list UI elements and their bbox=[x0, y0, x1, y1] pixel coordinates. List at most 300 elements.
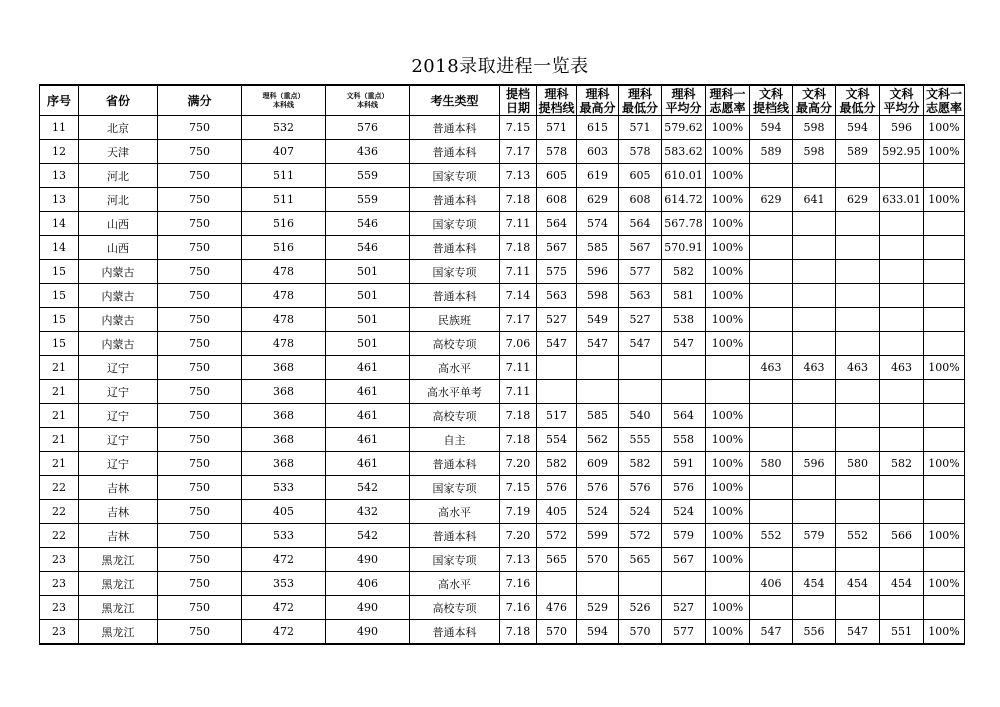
table-cell bbox=[924, 164, 965, 188]
table-cell bbox=[924, 380, 965, 404]
table-cell: 高水平单考 bbox=[410, 380, 500, 404]
table-cell: 黑龙江 bbox=[79, 620, 158, 645]
table-cell: 579.62 bbox=[662, 116, 706, 140]
table-cell bbox=[880, 476, 924, 500]
table-cell: 750 bbox=[158, 284, 242, 308]
header-arts-max bbox=[793, 85, 836, 116]
table-cell bbox=[793, 236, 836, 260]
table-cell: 463 bbox=[793, 356, 836, 380]
table-cell: 黑龙江 bbox=[79, 572, 158, 596]
table-cell: 15 bbox=[40, 308, 79, 332]
table-cell: 22 bbox=[40, 524, 79, 548]
header-science-avg bbox=[662, 85, 706, 116]
table-cell: 内蒙古 bbox=[79, 332, 158, 356]
table-cell: 609 bbox=[577, 452, 619, 476]
table-cell: 407 bbox=[242, 140, 326, 164]
table-cell bbox=[793, 428, 836, 452]
table-cell: 478 bbox=[242, 332, 326, 356]
table-cell: 571 bbox=[537, 116, 577, 140]
table-cell: 100% bbox=[924, 140, 965, 164]
table-cell: 501 bbox=[326, 260, 410, 284]
table-cell: 598 bbox=[793, 140, 836, 164]
table-cell bbox=[750, 308, 793, 332]
table-cell: 605 bbox=[619, 164, 662, 188]
table-cell: 589 bbox=[836, 140, 880, 164]
table-cell bbox=[619, 380, 662, 404]
table-cell: 559 bbox=[326, 188, 410, 212]
table-cell: 750 bbox=[158, 116, 242, 140]
table-cell: 黑龙江 bbox=[79, 548, 158, 572]
table-cell: 567 bbox=[537, 236, 577, 260]
header-science-filing-line-line1: 理科 bbox=[544, 86, 569, 101]
header-arts-first-choice-line2: 志愿率 bbox=[925, 100, 962, 115]
table-cell: 524 bbox=[619, 500, 662, 524]
table-cell: 750 bbox=[158, 596, 242, 620]
table-cell: 750 bbox=[158, 572, 242, 596]
table-cell bbox=[793, 260, 836, 284]
table-cell bbox=[793, 380, 836, 404]
table-cell bbox=[577, 356, 619, 380]
table-cell: 7.15 bbox=[500, 476, 537, 500]
table-cell bbox=[880, 260, 924, 284]
table-cell: 570 bbox=[619, 620, 662, 645]
table-cell: 河北 bbox=[79, 164, 158, 188]
table-row bbox=[40, 380, 965, 404]
table-cell: 国家专项 bbox=[410, 164, 500, 188]
table-cell: 内蒙古 bbox=[79, 284, 158, 308]
table-cell: 529 bbox=[577, 596, 619, 620]
table-cell: 普通本科 bbox=[410, 236, 500, 260]
header-arts-first-choice-line1: 文科一 bbox=[925, 86, 962, 101]
table-cell: 405 bbox=[242, 500, 326, 524]
table-cell bbox=[750, 596, 793, 620]
header-science-line-line2: 本科线 bbox=[273, 100, 294, 109]
table-row bbox=[40, 548, 965, 572]
table-cell: 592.95 bbox=[880, 140, 924, 164]
table-cell: 高水平 bbox=[410, 356, 500, 380]
header-science-max-line1: 理科 bbox=[585, 86, 610, 101]
table-cell: 574 bbox=[577, 212, 619, 236]
table-cell: 368 bbox=[242, 380, 326, 404]
table-cell: 14 bbox=[40, 236, 79, 260]
table-cell: 577 bbox=[619, 260, 662, 284]
header-science-avg-line1: 理科 bbox=[671, 86, 696, 101]
table-cell bbox=[836, 428, 880, 452]
header-arts-avg bbox=[880, 85, 924, 116]
table-cell: 476 bbox=[537, 596, 577, 620]
table-row bbox=[40, 596, 965, 620]
table-row bbox=[40, 188, 965, 212]
table-cell: 100% bbox=[924, 188, 965, 212]
table-cell: 570 bbox=[537, 620, 577, 645]
table-row bbox=[40, 284, 965, 308]
table-cell: 黑龙江 bbox=[79, 596, 158, 620]
table-cell: 619 bbox=[577, 164, 619, 188]
table-cell bbox=[924, 260, 965, 284]
table-cell: 570 bbox=[577, 548, 619, 572]
table-cell: 高校专项 bbox=[410, 404, 500, 428]
table-cell bbox=[750, 236, 793, 260]
table-cell: 北京 bbox=[79, 116, 158, 140]
table-cell: 7.11 bbox=[500, 212, 537, 236]
table-cell: 国家专项 bbox=[410, 476, 500, 500]
table-cell: 750 bbox=[158, 188, 242, 212]
table-cell: 552 bbox=[750, 524, 793, 548]
table-cell: 100% bbox=[924, 452, 965, 476]
header-science-line bbox=[242, 85, 326, 116]
table-cell: 582 bbox=[880, 452, 924, 476]
table-cell: 100% bbox=[924, 524, 965, 548]
table-cell: 普通本科 bbox=[410, 452, 500, 476]
table-cell: 100% bbox=[924, 116, 965, 140]
table-cell: 辽宁 bbox=[79, 428, 158, 452]
table-cell: 山西 bbox=[79, 236, 158, 260]
table-cell bbox=[880, 164, 924, 188]
table-cell bbox=[706, 572, 750, 596]
table-cell: 高水平 bbox=[410, 572, 500, 596]
table-cell: 7.17 bbox=[500, 308, 537, 332]
table-cell: 100% bbox=[706, 476, 750, 500]
table-cell bbox=[924, 308, 965, 332]
table-cell: 100% bbox=[706, 452, 750, 476]
table-cell bbox=[662, 572, 706, 596]
header-science-filing-line-line2: 提档线 bbox=[538, 100, 575, 115]
table-cell bbox=[880, 404, 924, 428]
table-cell: 596 bbox=[880, 116, 924, 140]
table-cell: 524 bbox=[662, 500, 706, 524]
table-cell: 353 bbox=[242, 572, 326, 596]
table-cell: 501 bbox=[326, 284, 410, 308]
table-cell: 578 bbox=[537, 140, 577, 164]
header-science-first-choice-line1: 理科一 bbox=[709, 86, 746, 101]
table-cell: 629 bbox=[577, 188, 619, 212]
table-cell: 547 bbox=[750, 620, 793, 645]
table-cell: 民族班 bbox=[410, 308, 500, 332]
table-cell: 100% bbox=[706, 548, 750, 572]
table-cell: 546 bbox=[326, 212, 410, 236]
table-cell: 国家专项 bbox=[410, 212, 500, 236]
table-row bbox=[40, 212, 965, 236]
table-cell: 普通本科 bbox=[410, 140, 500, 164]
table-cell: 普通本科 bbox=[410, 116, 500, 140]
table-cell: 15 bbox=[40, 332, 79, 356]
admission-table bbox=[39, 84, 965, 645]
header-science-min bbox=[619, 85, 662, 116]
header-full-score bbox=[158, 85, 242, 116]
table-cell: 605 bbox=[537, 164, 577, 188]
table-cell: 567 bbox=[662, 548, 706, 572]
table-cell: 406 bbox=[326, 572, 410, 596]
table-cell: 582 bbox=[619, 452, 662, 476]
header-science-min-line2: 最低分 bbox=[621, 100, 658, 115]
table-cell: 368 bbox=[242, 404, 326, 428]
table-cell: 577 bbox=[662, 620, 706, 645]
table-cell: 591 bbox=[662, 452, 706, 476]
table-cell bbox=[793, 164, 836, 188]
table-cell: 527 bbox=[662, 596, 706, 620]
table-cell bbox=[836, 596, 880, 620]
table-cell: 750 bbox=[158, 140, 242, 164]
header-filing-date-line1: 提档 bbox=[505, 86, 530, 101]
table-cell: 454 bbox=[793, 572, 836, 596]
header-arts-filing-line-line2: 提档线 bbox=[752, 100, 789, 115]
table-cell: 576 bbox=[619, 476, 662, 500]
table-cell: 629 bbox=[836, 188, 880, 212]
table-cell: 546 bbox=[326, 236, 410, 260]
table-cell: 594 bbox=[750, 116, 793, 140]
table-cell: 21 bbox=[40, 428, 79, 452]
table-cell: 461 bbox=[326, 452, 410, 476]
table-cell: 100% bbox=[706, 524, 750, 548]
table-cell: 内蒙古 bbox=[79, 308, 158, 332]
table-cell bbox=[577, 572, 619, 596]
table-cell: 自主 bbox=[410, 428, 500, 452]
table-cell: 565 bbox=[537, 548, 577, 572]
table-cell bbox=[836, 548, 880, 572]
table-cell: 608 bbox=[537, 188, 577, 212]
table-cell: 750 bbox=[158, 164, 242, 188]
header-arts-avg-line1: 文科 bbox=[889, 86, 914, 101]
header-arts-min-line1: 文科 bbox=[845, 86, 870, 101]
table-cell: 高校专项 bbox=[410, 332, 500, 356]
table-cell: 547 bbox=[577, 332, 619, 356]
table-cell: 567.78 bbox=[662, 212, 706, 236]
table-cell: 23 bbox=[40, 620, 79, 645]
table-cell: 538 bbox=[662, 308, 706, 332]
table-cell: 23 bbox=[40, 572, 79, 596]
table-cell: 7.18 bbox=[500, 188, 537, 212]
table-cell: 7.11 bbox=[500, 380, 537, 404]
table-cell bbox=[750, 164, 793, 188]
table-cell: 564 bbox=[662, 404, 706, 428]
table-cell: 583.62 bbox=[662, 140, 706, 164]
table-cell: 478 bbox=[242, 260, 326, 284]
table-cell bbox=[880, 428, 924, 452]
table-cell: 596 bbox=[793, 452, 836, 476]
table-cell: 辽宁 bbox=[79, 356, 158, 380]
table-cell: 100% bbox=[706, 308, 750, 332]
header-candidate-type bbox=[410, 85, 500, 116]
table-cell: 750 bbox=[158, 452, 242, 476]
table-cell: 7.20 bbox=[500, 452, 537, 476]
table-cell: 585 bbox=[577, 236, 619, 260]
table-row bbox=[40, 500, 965, 524]
table-cell bbox=[880, 596, 924, 620]
header-arts-min-line2: 最低分 bbox=[839, 100, 876, 115]
table-cell bbox=[793, 332, 836, 356]
table-cell: 100% bbox=[706, 284, 750, 308]
table-cell: 517 bbox=[537, 404, 577, 428]
table-cell bbox=[880, 308, 924, 332]
header-science-line-line1: 理科（重点） bbox=[262, 91, 305, 100]
table-row bbox=[40, 140, 965, 164]
table-cell bbox=[750, 548, 793, 572]
header-science-max-line2: 最高分 bbox=[579, 100, 616, 115]
table-cell: 吉林 bbox=[79, 476, 158, 500]
table-cell: 629 bbox=[750, 188, 793, 212]
header-arts-min bbox=[836, 85, 880, 116]
table-cell bbox=[880, 212, 924, 236]
table-cell: 21 bbox=[40, 356, 79, 380]
table-cell: 596 bbox=[577, 260, 619, 284]
table-cell: 490 bbox=[326, 620, 410, 645]
table-cell: 辽宁 bbox=[79, 380, 158, 404]
table-cell bbox=[577, 380, 619, 404]
table-cell bbox=[836, 260, 880, 284]
table-cell: 7.18 bbox=[500, 236, 537, 260]
table-cell: 7.11 bbox=[500, 356, 537, 380]
table-cell: 750 bbox=[158, 500, 242, 524]
table-cell: 750 bbox=[158, 380, 242, 404]
table-cell: 13 bbox=[40, 188, 79, 212]
table-cell bbox=[750, 284, 793, 308]
table-cell: 533 bbox=[242, 476, 326, 500]
table-cell bbox=[924, 596, 965, 620]
table-cell bbox=[619, 572, 662, 596]
table-cell: 7.18 bbox=[500, 428, 537, 452]
table-cell bbox=[836, 332, 880, 356]
table-cell bbox=[880, 332, 924, 356]
table-cell bbox=[619, 356, 662, 380]
table-cell: 516 bbox=[242, 236, 326, 260]
table-cell: 598 bbox=[577, 284, 619, 308]
header-arts-filing-line-line1: 文科 bbox=[758, 86, 783, 101]
table-cell: 天津 bbox=[79, 140, 158, 164]
table-cell bbox=[750, 476, 793, 500]
table-cell: 571 bbox=[619, 116, 662, 140]
table-cell: 463 bbox=[836, 356, 880, 380]
table-cell bbox=[750, 212, 793, 236]
table-cell: 558 bbox=[662, 428, 706, 452]
table-cell: 542 bbox=[326, 476, 410, 500]
table-cell: 501 bbox=[326, 308, 410, 332]
table-cell: 563 bbox=[537, 284, 577, 308]
table-cell bbox=[880, 284, 924, 308]
table-cell: 608 bbox=[619, 188, 662, 212]
table-cell: 579 bbox=[662, 524, 706, 548]
table-cell: 556 bbox=[793, 620, 836, 645]
table-cell bbox=[880, 236, 924, 260]
table-cell: 国家专项 bbox=[410, 548, 500, 572]
table-cell: 490 bbox=[326, 548, 410, 572]
table-cell bbox=[836, 476, 880, 500]
header-seq bbox=[40, 85, 79, 116]
table-cell bbox=[836, 404, 880, 428]
table-cell: 547 bbox=[619, 332, 662, 356]
table-cell: 7.18 bbox=[500, 620, 537, 645]
table-row bbox=[40, 332, 965, 356]
table-cell: 100% bbox=[706, 116, 750, 140]
table-cell: 750 bbox=[158, 428, 242, 452]
table-row bbox=[40, 308, 965, 332]
table-cell: 589 bbox=[750, 140, 793, 164]
table-cell: 603 bbox=[577, 140, 619, 164]
table-cell: 河北 bbox=[79, 188, 158, 212]
table-cell: 463 bbox=[880, 356, 924, 380]
table-cell: 国家专项 bbox=[410, 260, 500, 284]
table-cell: 普通本科 bbox=[410, 524, 500, 548]
table-cell bbox=[793, 308, 836, 332]
table-cell: 12 bbox=[40, 140, 79, 164]
table-row bbox=[40, 356, 965, 380]
header-seq-line1: 序号 bbox=[46, 93, 71, 108]
table-cell: 501 bbox=[326, 332, 410, 356]
table-row bbox=[40, 572, 965, 596]
table-cell: 576 bbox=[662, 476, 706, 500]
table-cell: 527 bbox=[537, 308, 577, 332]
table-cell bbox=[793, 596, 836, 620]
table-cell: 576 bbox=[326, 116, 410, 140]
table-cell: 578 bbox=[619, 140, 662, 164]
table-cell bbox=[836, 164, 880, 188]
table-cell bbox=[924, 212, 965, 236]
table-cell: 576 bbox=[537, 476, 577, 500]
table-cell: 7.13 bbox=[500, 164, 537, 188]
header-science-filing-line bbox=[537, 85, 577, 116]
table-cell: 579 bbox=[793, 524, 836, 548]
table-cell bbox=[924, 500, 965, 524]
table-cell: 7.20 bbox=[500, 524, 537, 548]
table-cell: 554 bbox=[537, 428, 577, 452]
table-cell: 581 bbox=[662, 284, 706, 308]
table-cell bbox=[793, 548, 836, 572]
table-cell: 472 bbox=[242, 596, 326, 620]
table-cell: 582 bbox=[537, 452, 577, 476]
table-cell: 564 bbox=[537, 212, 577, 236]
table-cell: 15 bbox=[40, 260, 79, 284]
table-cell: 7.15 bbox=[500, 116, 537, 140]
table-cell: 7.13 bbox=[500, 548, 537, 572]
table-cell: 辽宁 bbox=[79, 452, 158, 476]
table-cell: 100% bbox=[706, 236, 750, 260]
table-row bbox=[40, 476, 965, 500]
table-cell bbox=[924, 236, 965, 260]
table-cell: 599 bbox=[577, 524, 619, 548]
table-cell: 22 bbox=[40, 476, 79, 500]
header-candidate-type-line1: 考生类型 bbox=[430, 93, 479, 108]
table-cell: 575 bbox=[537, 260, 577, 284]
table-cell: 368 bbox=[242, 356, 326, 380]
table-cell: 750 bbox=[158, 356, 242, 380]
table-cell: 547 bbox=[537, 332, 577, 356]
table-cell: 11 bbox=[40, 116, 79, 140]
table-cell: 7.17 bbox=[500, 140, 537, 164]
table-cell: 750 bbox=[158, 308, 242, 332]
table-cell: 478 bbox=[242, 308, 326, 332]
table-cell: 641 bbox=[793, 188, 836, 212]
table-cell bbox=[537, 572, 577, 596]
table-cell: 566 bbox=[880, 524, 924, 548]
table-cell: 吉林 bbox=[79, 500, 158, 524]
table-cell bbox=[537, 380, 577, 404]
table-cell: 13 bbox=[40, 164, 79, 188]
table-cell: 山西 bbox=[79, 212, 158, 236]
table-cell: 吉林 bbox=[79, 524, 158, 548]
table-cell: 562 bbox=[577, 428, 619, 452]
table-cell: 594 bbox=[577, 620, 619, 645]
table-cell: 585 bbox=[577, 404, 619, 428]
table-cell: 511 bbox=[242, 188, 326, 212]
table-cell: 572 bbox=[619, 524, 662, 548]
table-cell: 552 bbox=[836, 524, 880, 548]
table-cell: 高水平 bbox=[410, 500, 500, 524]
table-cell: 100% bbox=[706, 260, 750, 284]
table-cell: 432 bbox=[326, 500, 410, 524]
table-cell: 598 bbox=[793, 116, 836, 140]
table-cell: 750 bbox=[158, 476, 242, 500]
table-cell: 750 bbox=[158, 620, 242, 645]
table-cell: 368 bbox=[242, 428, 326, 452]
